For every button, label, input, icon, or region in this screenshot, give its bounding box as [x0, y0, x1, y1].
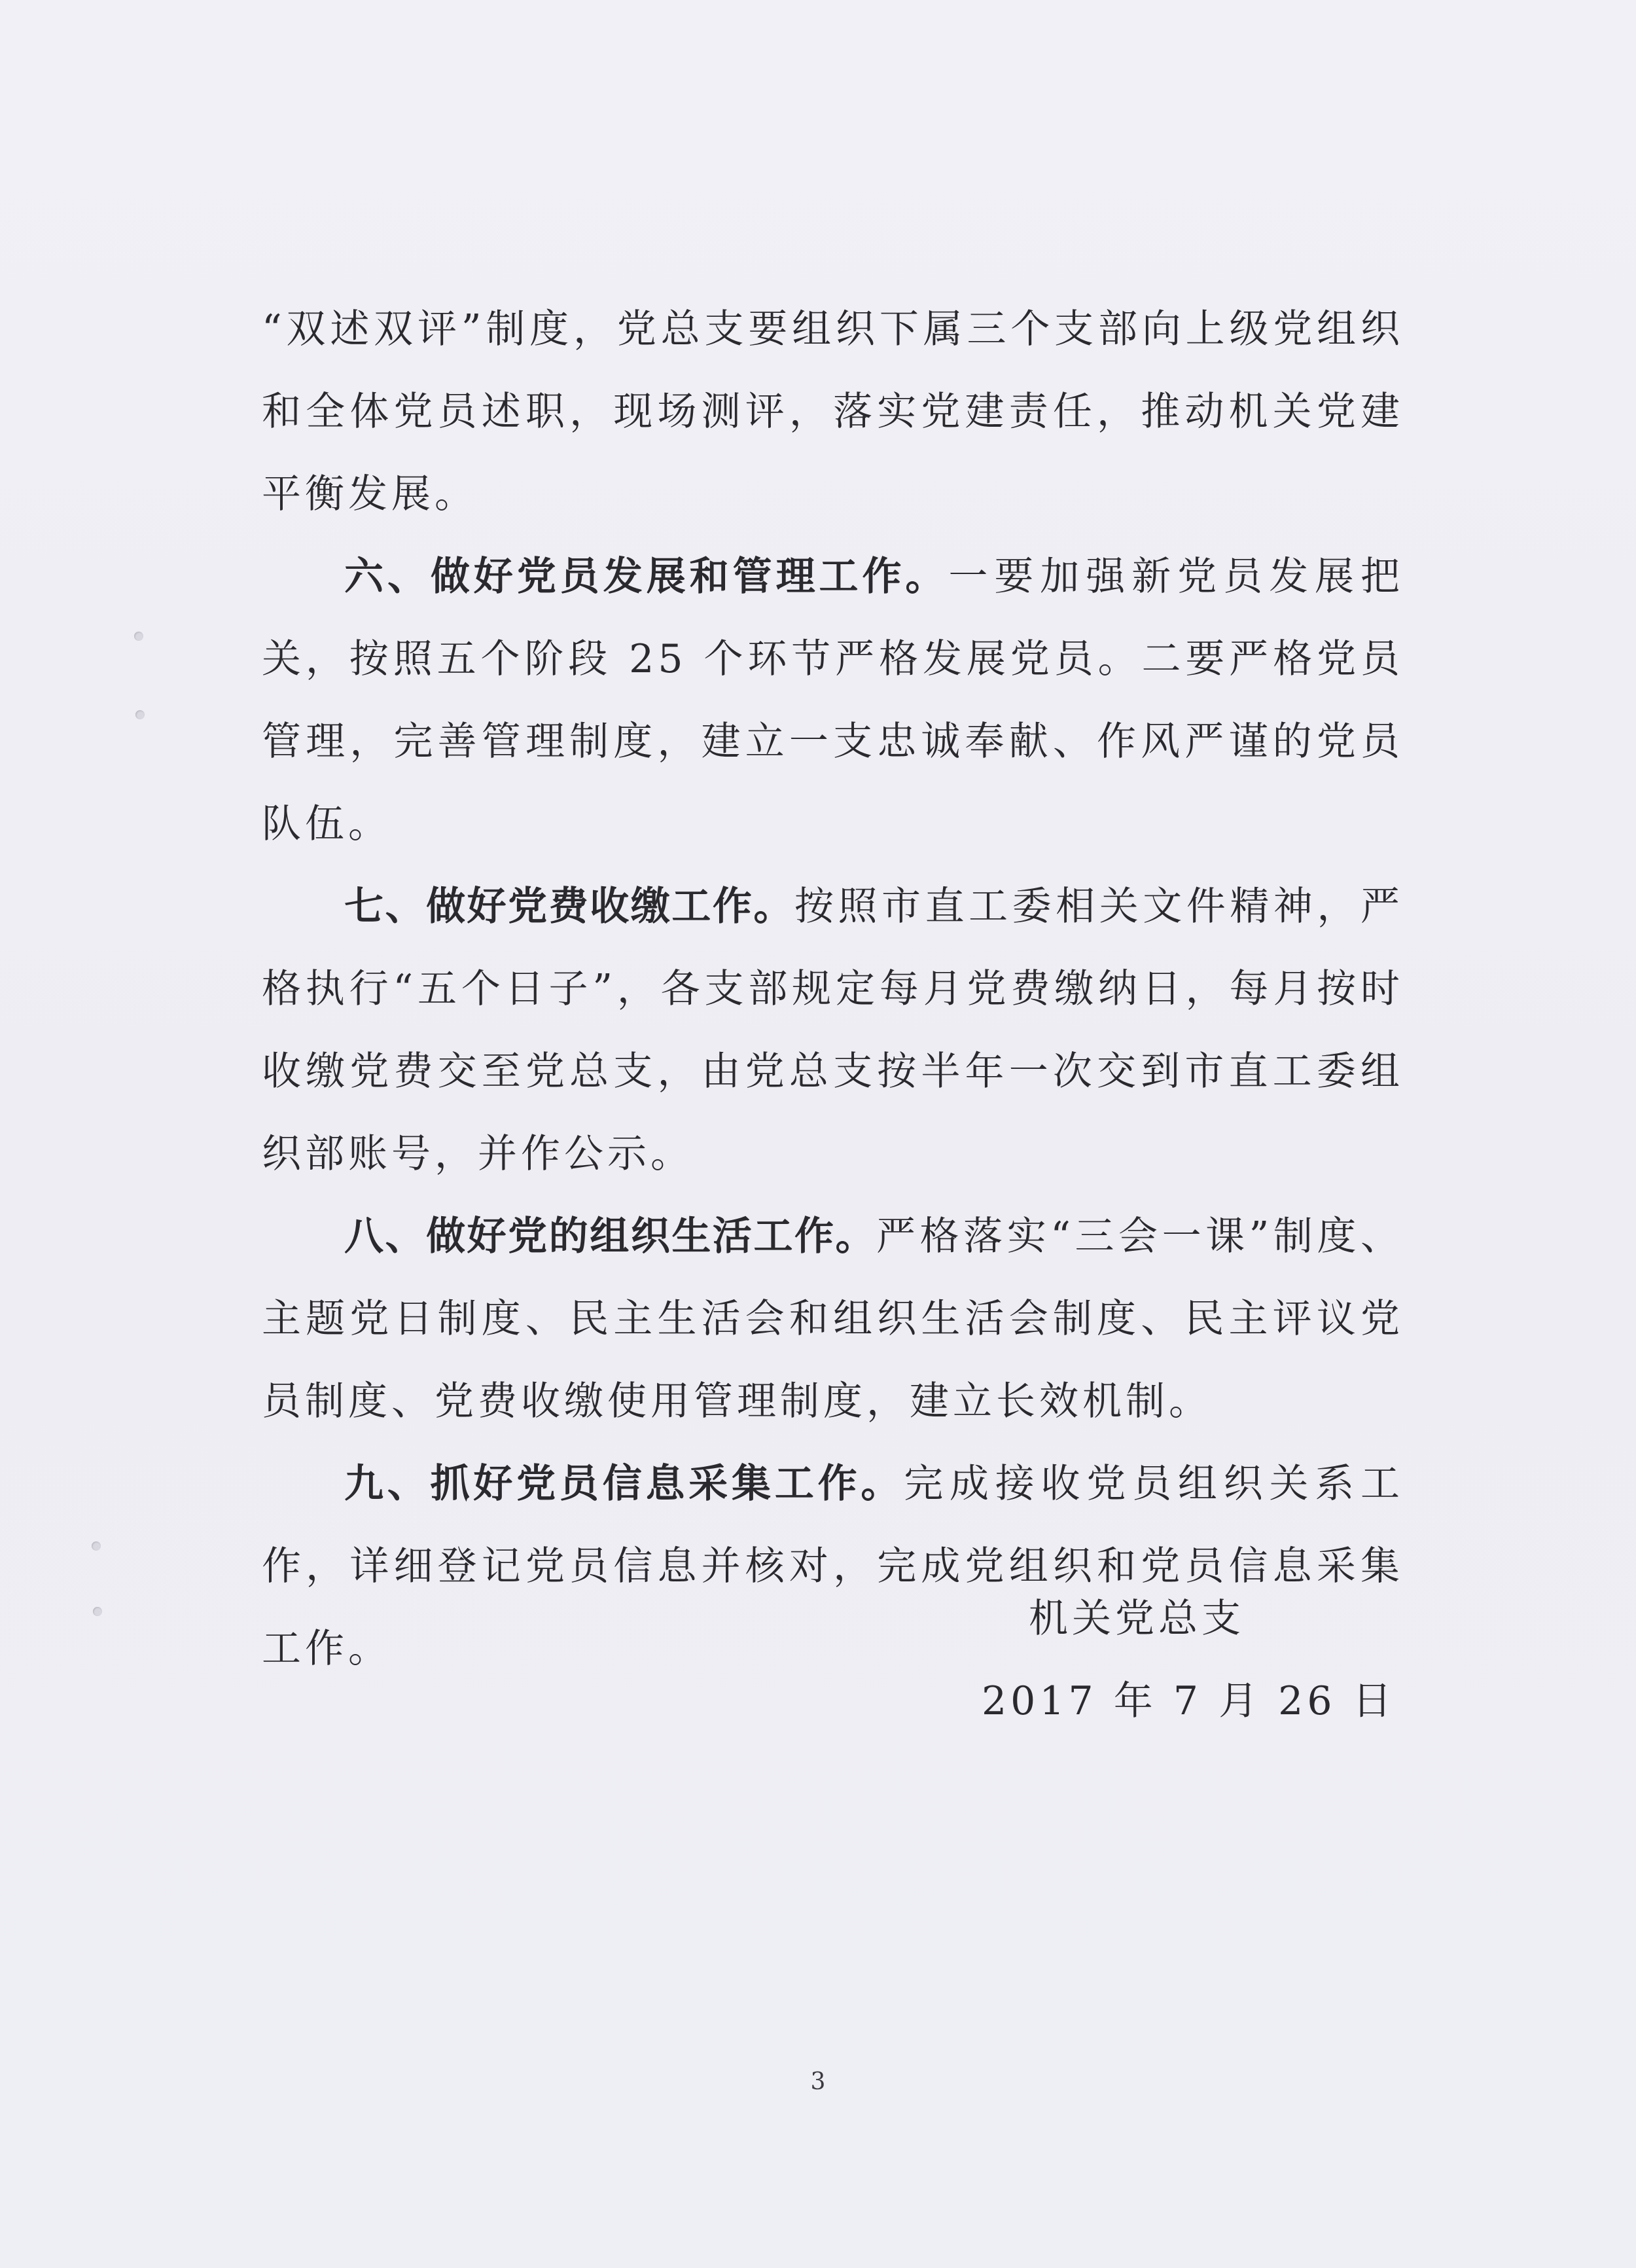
binding-hole-mark	[93, 1607, 102, 1616]
paragraph-text: 一要加强新党员发展把关，按照五个阶段 25 个环节严格发展党员。二要严格党员管理，完善管理制度，建立一支忠诚奉献、作风严谨的党员队伍。	[262, 554, 1404, 847]
paragraph-text: “双述双评”制度，党总支要组织下属三个支部向上级党组织和全体党员述职，现场测评，落实党建责任，推动机关党建平衡发展。	[262, 306, 1404, 517]
page-number: 3	[810, 2068, 826, 2095]
paragraph-text: 按照市直工委相关文件精神，严格执行“五个日子”，各支部规定每月党费缴纳日，每月按时收缴党费交至党总支，由党总支按半年一次交到市直工委组织部账号，并作公示。	[262, 884, 1404, 1177]
signature-block	[982, 1577, 1396, 1742]
binding-hole-mark	[92, 1541, 101, 1551]
binding-hole-mark	[134, 632, 143, 641]
document-body	[262, 288, 1404, 1690]
paragraph-continuation	[262, 288, 1404, 535]
paragraph-item-6	[262, 535, 1404, 865]
paragraph-heading: 八、做好党的组织生活工作。	[344, 1214, 877, 1259]
paragraph-item-8	[262, 1195, 1404, 1443]
signature-date: 2017 年 7 月 26 日	[982, 1678, 1396, 1724]
paragraph-heading: 六、做好党员发展和管理工作。	[344, 554, 949, 600]
binding-hole-mark	[135, 710, 145, 719]
paragraph-text: 完成接收党员组织关系工作，详细登记党员信息并核对，完成党组织和党员信息采集工作。	[262, 1461, 1404, 1672]
signature-organization: 机关党总支	[1029, 1596, 1245, 1642]
paragraph-text: 严格落实“三会一课”制度、主题党日制度、民主生活会和组织生活会制度、民主评议党员制度、党费收缴使用管理制度，建立长效机制。	[262, 1214, 1404, 1424]
paragraph-item-7	[262, 865, 1404, 1195]
paragraph-heading: 九、抓好党员信息采集工作。	[344, 1461, 904, 1507]
paragraph-heading: 七、做好党费收缴工作。	[344, 884, 794, 929]
